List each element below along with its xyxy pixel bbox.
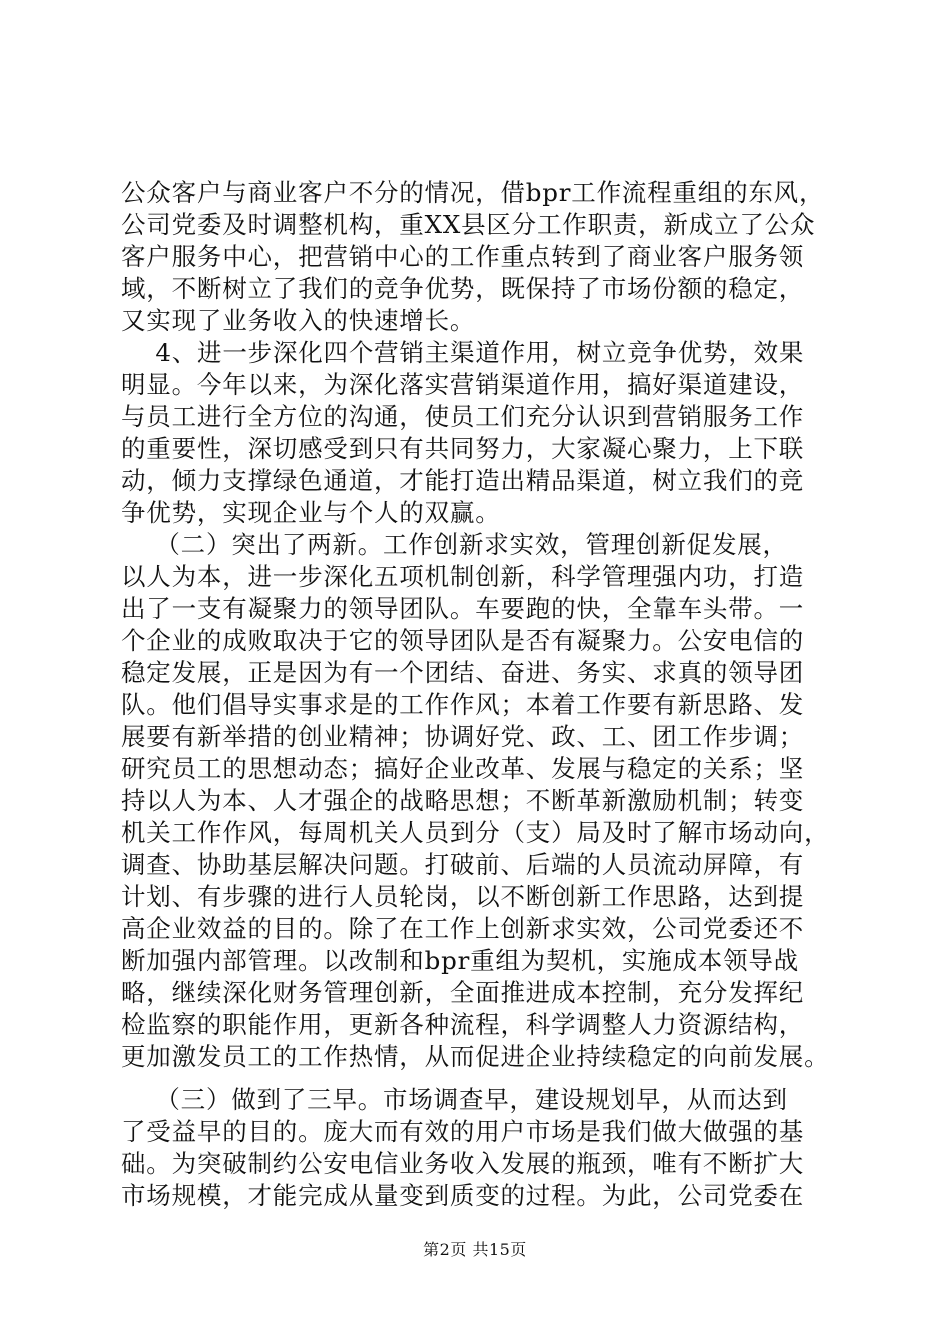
text-line: 的重要性，深切感受到只有共同努力，大家凝心聚力，上下联 [121, 434, 805, 463]
text-line: 持以人为本、人才强企的战略思想；不断革新激励机制；转变 [121, 786, 805, 815]
text-line: 出了一支有凝聚力的领导团队。车要跑的快，全靠车头带。一 [121, 594, 805, 623]
text-line: 稳定发展，正是因为有一个团结、奋进、务实、求真的领导团 [121, 658, 805, 687]
text-line: 个企业的成败取决于它的领导团队是否有凝聚力。公安电信的 [121, 626, 805, 655]
text-line: 检监察的职能作用，更新各种流程，科学调整人力资源结构， [121, 1010, 805, 1039]
text-line: 以人为本，进一步深化五项机制创新，科学管理强内功，打造 [121, 562, 805, 591]
text-line: 市场规模，才能完成从量变到质变的过程。为此，公司党委在 [121, 1181, 805, 1210]
text-line: 高企业效益的目的。除了在工作上创新求实效，公司党委还不 [121, 914, 805, 943]
text-line: 断加强内部管理。以改制和bpr重组为契机，实施成本领导战 [121, 946, 799, 975]
text-line: 域，不断树立了我们的竞争优势，既保持了市场份额的稳定， [121, 274, 805, 303]
text-line: 又实现了业务收入的快速增长。 [121, 306, 476, 335]
text-line: 计划、有步骤的进行人员轮岗，以不断创新工作思路，达到提 [121, 882, 805, 911]
text-line: 机关工作作风，每周机关人员到分（支）局及时了解市场动向， [121, 818, 830, 847]
text-line: 研究员工的思想动态；搞好企业改革、发展与稳定的关系；坚 [121, 754, 805, 783]
text-line: 公司党委及时调整机构，重XX县区分工作职责，新成立了公众 [121, 210, 816, 239]
text-line: （三）做到了三早。市场调查早，建设规划早，从而达到 [121, 1085, 788, 1114]
text-line: 4、进一步深化四个营销主渠道作用，树立竞争优势，效果 [121, 338, 805, 367]
text-line: 调查、协助基层解决问题。打破前、后端的人员流动屏障，有 [121, 850, 805, 879]
text-line: （二）突出了两新。工作创新求实效，管理创新促发展， [121, 530, 788, 559]
text-line: 动，倾力支撑绿色通道，才能打造出精品渠道，树立我们的竞 [121, 466, 805, 495]
text-line: 展要有新举措的创业精神；协调好党、政、工、团工作步调； [121, 722, 805, 751]
text-line: 了受益早的目的。庞大而有效的用户市场是我们做大做强的基 [121, 1117, 805, 1146]
text-line: 础。为突破制约公安电信业务收入发展的瓶颈，唯有不断扩大 [121, 1149, 805, 1178]
text-line: 更加激发员工的工作热情，从而促进企业持续稳定的向前发展。 [121, 1042, 830, 1071]
page-footer: 第2页 共15页 [423, 1240, 527, 1259]
text-line: 客户服务中心，把营销中心的工作重点转到了商业客户服务领 [121, 242, 805, 271]
text-line: 与员工进行全方位的沟通，使员工们充分认识到营销服务工作 [121, 402, 805, 431]
text-line: 略，继续深化财务管理创新，全面推进成本控制，充分发挥纪 [121, 978, 805, 1007]
text-line: 公众客户与商业客户不分的情况，借bpr工作流程重组的东风， [121, 178, 825, 207]
text-line: 明显。今年以来，为深化落实营销渠道作用，搞好渠道建设， [121, 370, 805, 399]
text-line: 争优势，实现企业与个人的双赢。 [121, 498, 501, 527]
text-line: 队。他们倡导实事求是的工作作风；本着工作要有新思路、发 [121, 690, 805, 719]
